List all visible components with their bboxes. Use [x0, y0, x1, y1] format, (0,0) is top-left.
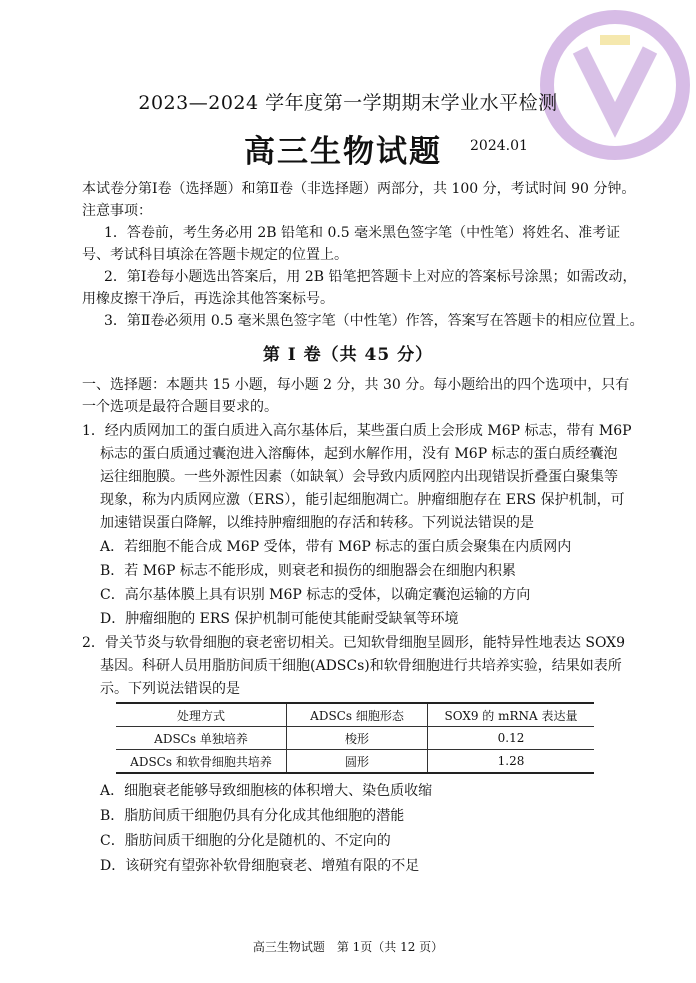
table-cell: 1.28 [428, 750, 595, 774]
section-title: 第 Ⅰ 卷（共 45 分） [262, 345, 434, 365]
notice-item-3: 3．第Ⅱ卷必须用 0.5 毫米黑色签字笔（中性笔）作答，答案写在答题卡的相应位置上。 [104, 313, 644, 329]
notice-label: 注意事项： [82, 203, 152, 219]
table-header: ADSCs 细胞形态 [287, 703, 428, 727]
q1-stem-line: 标志的蛋白质通过囊泡进入溶酶体，起到水解作用，没有 M6P 标志的蛋白质经囊泡 [100, 446, 618, 462]
q1-stem-line: 1．经内质网加工的蛋白质进入高尔基体后，某些蛋白质上会形成 M6P 标志，带有 M6P [82, 423, 632, 439]
q1-stem-line: 现象，称为内质网应激（ERS），能引起细胞凋亡。肿瘤细胞存在 ERS 保护机制，可 [100, 492, 625, 508]
exam-title: 2023—2024 学年度第一学期期末学业水平检测 [138, 92, 558, 114]
q2-option-a: A．细胞衰老能够导致细胞核的体积增大、染色质收缩 [100, 783, 433, 799]
q1-option-d: D．肿瘤细胞的 ERS 保护机制可能使其能耐受缺氧等环境 [100, 611, 459, 627]
table-cell: 圆形 [287, 750, 428, 774]
q2-option-d: D．该研究有望弥补软骨细胞衰老、增殖有限的不足 [100, 858, 420, 874]
q1-option-b: B．若 M6P 标志不能形成，则衰老和损伤的细胞器会在细胞内积累 [100, 563, 516, 579]
q1-stem-line: 运往细胞膜。一些外源性因素（如缺氧）会导致内质网腔内出现错误折叠蛋白聚集等 [100, 469, 618, 485]
q1-stem-line: 加速错误蛋白降解，以维持肿瘤细胞的存活和转移。下列说法错误的是 [100, 515, 534, 531]
table-cell: ADSCs 单独培养 [116, 727, 287, 750]
table-cell: 0.12 [428, 727, 595, 750]
table-cell: 梭形 [287, 727, 428, 750]
table-header: 处理方式 [116, 703, 287, 727]
q2-option-c: C．脂肪间质干细胞的分化是随机的、不定向的 [100, 833, 391, 849]
table-row [116, 727, 594, 750]
q2-stem-line: 示。下列说法错误的是 [100, 681, 240, 697]
results-table [116, 702, 594, 774]
table-header: SOX9 的 mRNA 表达量 [428, 703, 595, 727]
notice-item-1-line-1: 1．答卷前，考生务必用 2B 铅笔和 0.5 毫米黑色签字笔（中性笔）将姓名、准考证 [104, 225, 621, 241]
table-row [116, 750, 594, 774]
notice-item-1-line-2: 号、考试科目填涂在答题卡规定的位置上。 [82, 247, 348, 263]
notice-item-2-line-1: 2．第Ⅰ卷每小题选出答案后，用 2B 铅笔把答题卡上对应的答案标号涂黑；如需改动， [104, 269, 637, 285]
exam-date: 2024.01 [470, 138, 528, 154]
q2-option-b: B．脂肪间质干细胞仍具有分化成其他细胞的潜能 [100, 808, 405, 824]
q1-option-a: A．若细胞不能合成 M6P 受体，带有 M6P 标志的蛋白质会聚集在内质网内 [100, 539, 572, 555]
intro-line: 本试卷分第Ⅰ卷（选择题）和第Ⅱ卷（非选择题）两部分，共 100 分，考试时间 90 分钟。 [82, 181, 636, 197]
section-intro-line-1: 一、选择题：本题共 15 小题，每小题 2 分，共 30 分。每小题给出的四个选项中，只有 [82, 377, 630, 393]
q2-stem-line: 基因。科研人员用脂肪间质干细胞(ADSCs)和软骨细胞进行共培养实验，结果如表所 [100, 658, 622, 674]
notice-item-2-line-2: 用橡皮擦干净后，再选涂其他答案标号。 [82, 291, 334, 307]
subject-title: 高三生物试题 [244, 134, 442, 170]
page-footer: 高三生物试题 第 1页（共 12 页） [252, 940, 444, 954]
watermark-logo-icon [540, 10, 690, 160]
section-intro-line-2: 一个选项是最符合题目要求的。 [82, 399, 278, 415]
table-cell: ADSCs 和软骨细胞共培养 [116, 750, 287, 774]
q1-option-c: C．高尔基体膜上具有识别 M6P 标志的受体，以确定囊泡运输的方向 [100, 587, 531, 603]
q2-stem-line: 2．骨关节炎与软骨细胞的衰老密切相关。已知软骨细胞呈圆形，能特异性地表达 SOX9 [82, 635, 626, 651]
